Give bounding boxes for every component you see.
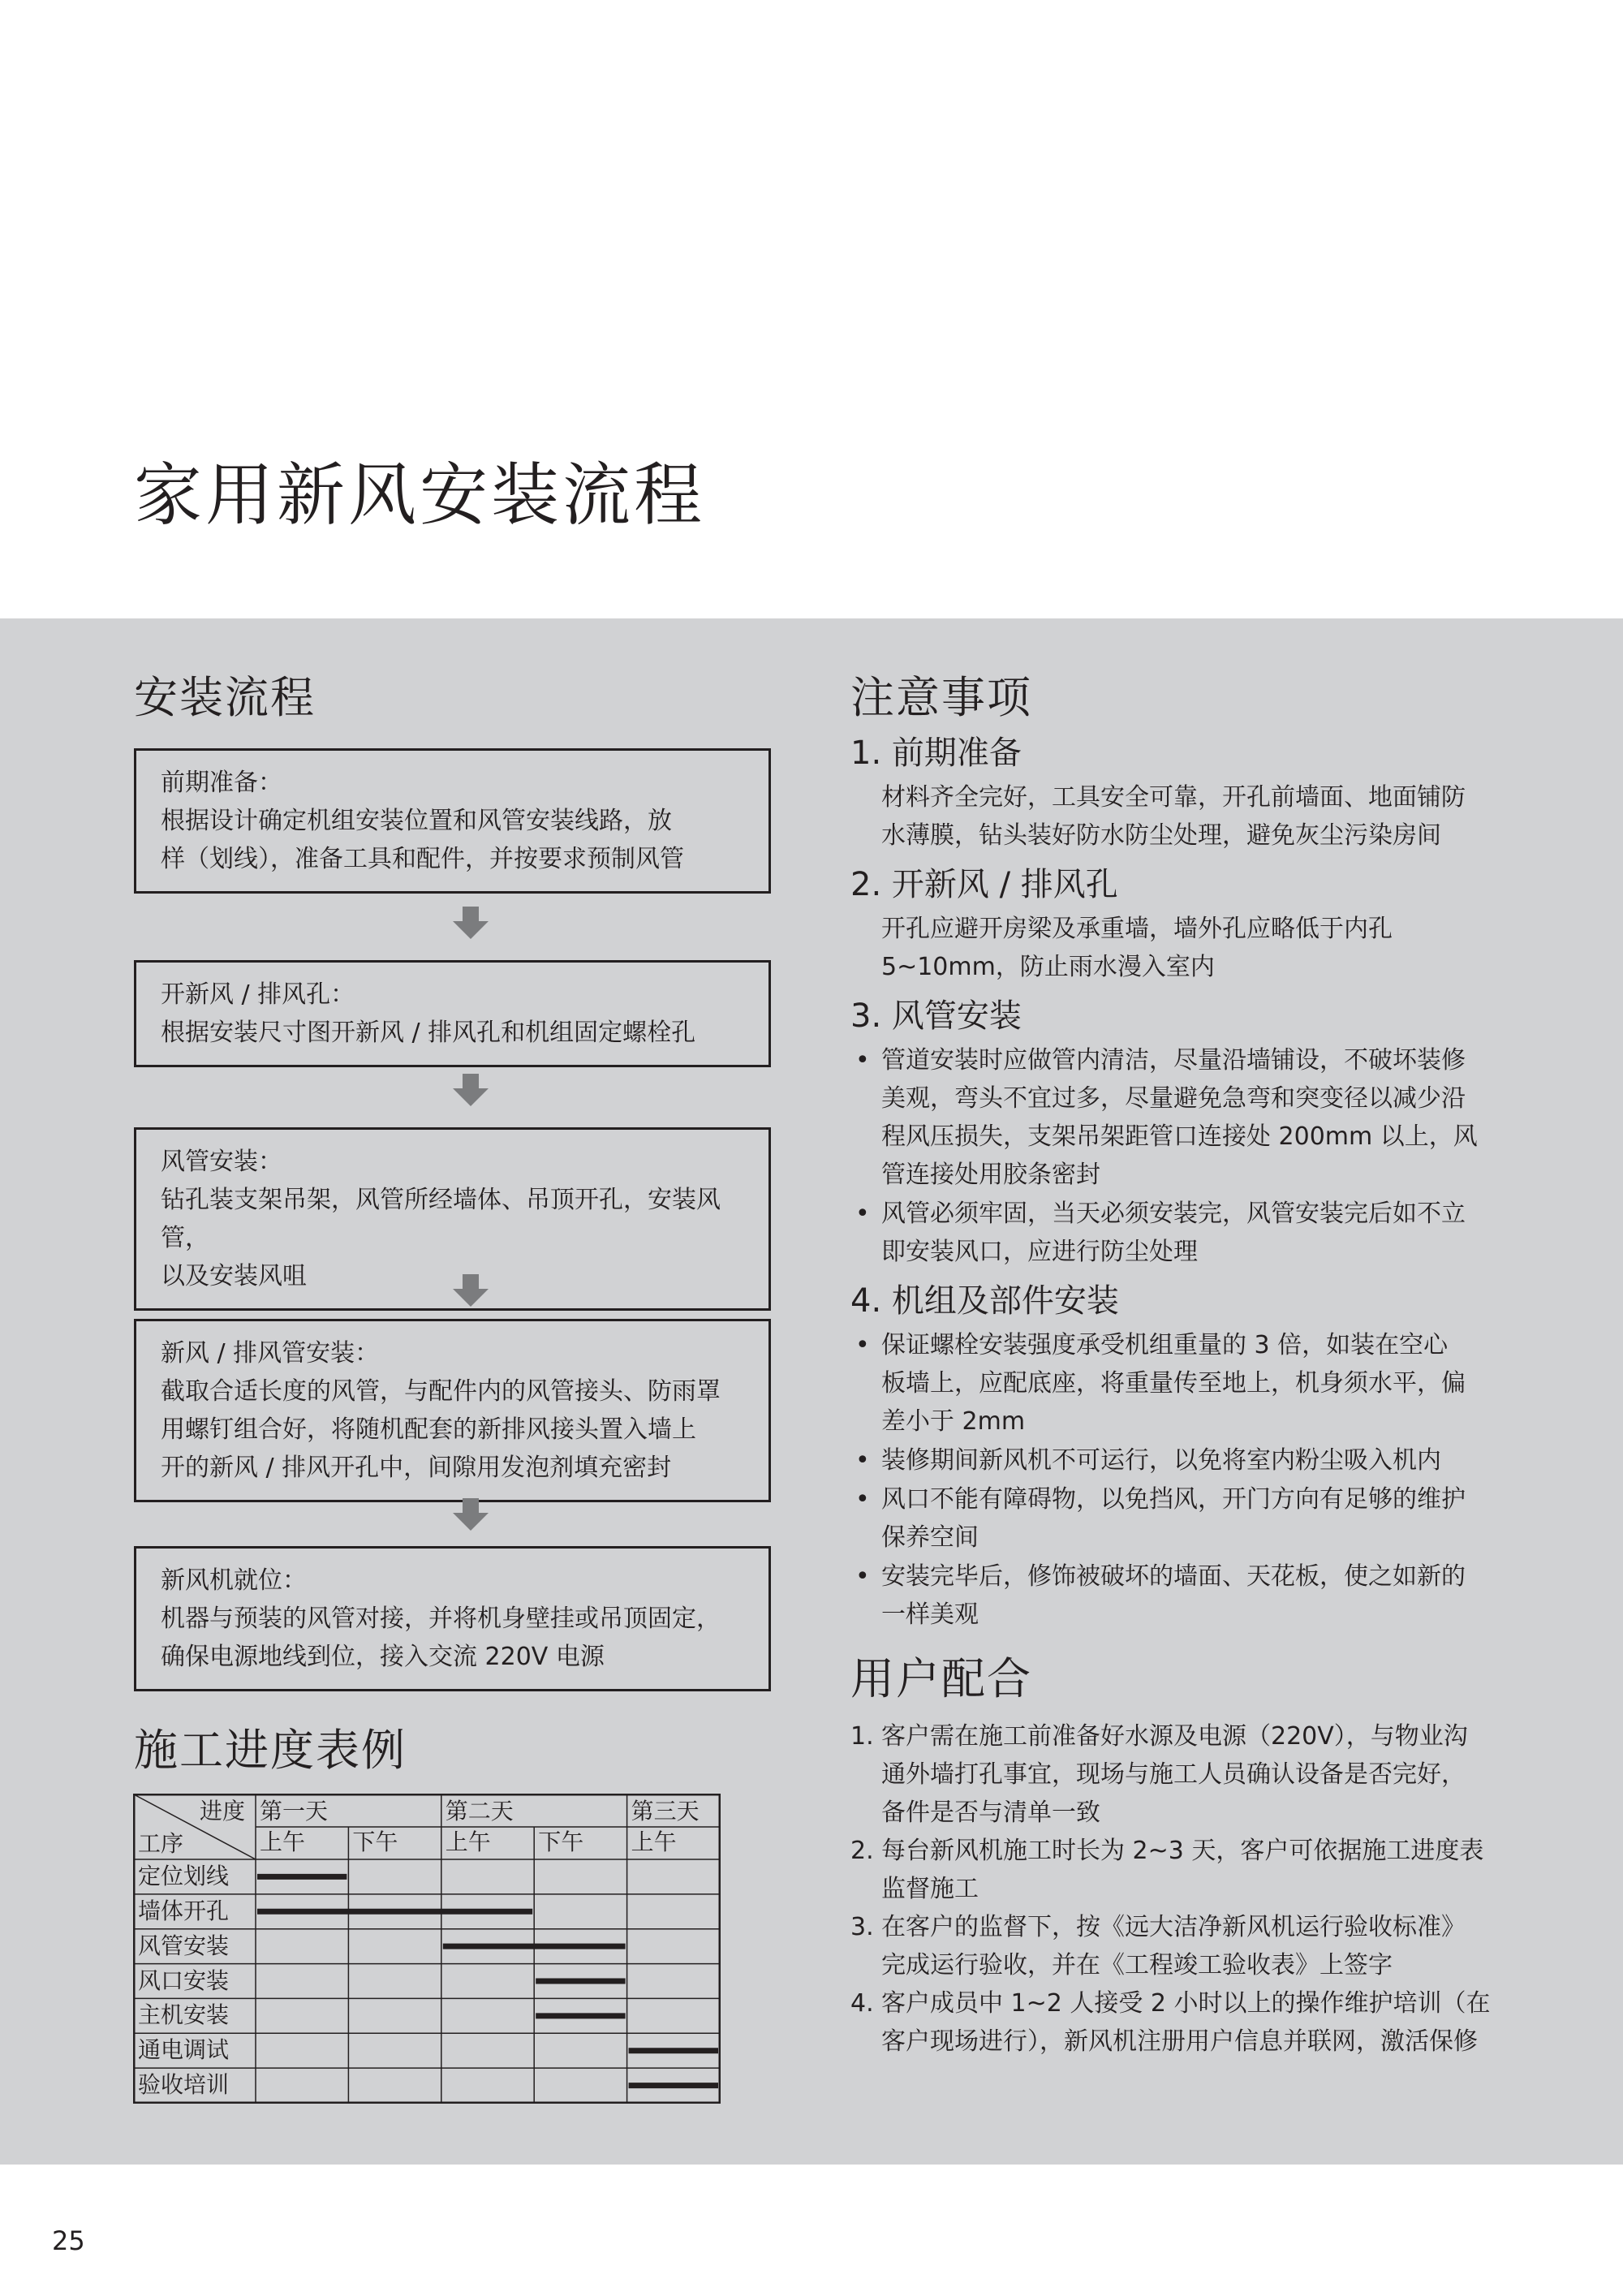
- flow-step-title: 开新风 / 排风孔：: [161, 980, 355, 1009]
- page-title: 家用新风安装流程: [134, 455, 706, 535]
- text-line: 材料齐全完好，工具安全可靠，开孔前墙面、地面铺防: [881, 782, 1466, 812]
- task-name: 主机安装: [138, 2001, 230, 2029]
- text-line: 客户成员中 1~2 人接受 2 小时以上的操作维护培训（在: [881, 1988, 1491, 2018]
- notes-section-title: 1. 前期准备: [850, 734, 1022, 772]
- flow-step-text: 根据设计确定机组安装位置和风管安装线路，放: [161, 807, 672, 835]
- flow-step-title: 风管安装：: [161, 1148, 282, 1176]
- bullet-item: [850, 1441, 1500, 1480]
- text-line: 程风压损失，支架吊架距管口连接处 200mm 以上，风: [881, 1122, 1478, 1151]
- corner-label-process: 工序: [138, 1830, 184, 1857]
- text-line: 即安装风口，应进行防尘处理: [881, 1237, 1198, 1266]
- text-line: 安装完毕后，修饰被破坏的墙面、天花板，使之如新的: [881, 1562, 1466, 1591]
- notes-section-title: 4. 机组及部件安装: [850, 1282, 1119, 1320]
- cooperation-item: [850, 1984, 1500, 2061]
- install-flow-heading: 安装流程: [134, 672, 316, 723]
- flow-step-text: 开的新风 / 排风开孔中，间隙用发泡剂填充密封: [161, 1454, 672, 1482]
- notes-bullet-list: [850, 1326, 1500, 1634]
- flow-step-text: 根据安装尺寸图开新风 / 排风孔和机组固定螺栓孔: [161, 1019, 696, 1047]
- schedule-heading: 施工进度表例: [134, 1725, 407, 1776]
- flow-step-box: [134, 1546, 771, 1691]
- flow-step-text: 确保电源地线到位，接入交流 220V 电源: [161, 1643, 605, 1671]
- bullet-item: [850, 1041, 1500, 1194]
- text-line: 装修期间新风机不可运行，以免将室内粉尘吸入机内: [881, 1445, 1441, 1475]
- text-line: 管道安装时应做管内清洁，尽量沿墙铺设，不破坏装修: [881, 1045, 1466, 1075]
- notes-section-text: [881, 910, 1500, 986]
- flow-step-title: 新风 / 排风管安装：: [161, 1339, 380, 1368]
- text-line: 监督施工: [881, 1874, 979, 1903]
- text-line: 5~10mm，防止雨水漫入室内: [881, 952, 1215, 981]
- notes-section: [850, 1281, 1500, 1634]
- flow-step-text: 以及安装风咀: [161, 1262, 307, 1290]
- flow-step-box: [134, 748, 771, 894]
- page-number: 25: [52, 2225, 85, 2256]
- text-line: 在客户的监督下，按《远大洁净新风机运行验收标准》: [881, 1912, 1466, 1941]
- item-number: 2.: [850, 1836, 874, 1865]
- day-header: 第三天: [631, 1798, 700, 1824]
- bullet-item: [850, 1195, 1500, 1271]
- text-line: 风管必须牢固，当天必须安装完，风管安装完后如不立: [881, 1199, 1466, 1228]
- text-line: 板墙上，应配底座，将重量传至地上，机身须水平，偏: [881, 1368, 1466, 1398]
- bullet-item: [850, 1557, 1500, 1634]
- flow-step-text: 用螺钉组合好，将随机配套的新排风接头置入墙上: [161, 1415, 696, 1444]
- task-name: 定位划线: [138, 1863, 230, 1889]
- flow-step-text: 样（划线），准备工具和配件，并按要求预制风管: [161, 845, 684, 873]
- task-name: 墙体开孔: [138, 1897, 230, 1924]
- notes-bullet-list: [850, 1041, 1500, 1271]
- notes-section: [850, 996, 1500, 1271]
- down-arrow-icon: [453, 1498, 489, 1531]
- text-line: 每台新风机施工时长为 2~3 天，客户可依据施工进度表: [881, 1836, 1484, 1865]
- flow-step-text: 机器与预装的风管对接，并将机身壁挂或吊顶固定，: [161, 1605, 721, 1633]
- task-name: 通电调试: [138, 2036, 230, 2064]
- period-header: 上午: [260, 1829, 306, 1855]
- down-arrow-icon: [453, 1074, 489, 1106]
- text-line: 管连接处用胶条密封: [881, 1160, 1100, 1189]
- bullet-item: [850, 1480, 1500, 1557]
- bullet-item: [850, 1326, 1500, 1441]
- task-name: 风口安装: [138, 1966, 230, 1994]
- period-header: 下午: [352, 1829, 398, 1855]
- text-line: 差小于 2mm: [881, 1406, 1026, 1436]
- flow-step-box: [134, 960, 771, 1067]
- notes-section-title: 3. 风管安装: [850, 997, 1022, 1035]
- text-line: 客户现场进行），新风机注册用户信息并联网，激活保修: [881, 2027, 1478, 2056]
- period-header: 上午: [631, 1829, 677, 1855]
- notes-section: [850, 733, 1500, 855]
- day-header: 第一天: [260, 1798, 329, 1824]
- cooperation-item: [850, 1908, 1500, 1984]
- day-header: 第二天: [445, 1798, 514, 1824]
- text-line: 美观，弯头不宜过多，尽量避免急弯和突变径以减少沿: [881, 1083, 1466, 1113]
- cooperation-item: [850, 1717, 1500, 1832]
- notes-column: [850, 672, 1500, 2061]
- text-line: 保证螺栓安装强度承受机组重量的 3 倍，如装在空心: [881, 1330, 1449, 1359]
- item-number: 4.: [850, 1988, 874, 2018]
- flow-step-title: 新风机就位：: [161, 1566, 307, 1595]
- item-number: 1.: [850, 1721, 874, 1751]
- period-header: 下午: [538, 1829, 584, 1855]
- cooperation-heading: 用户配合: [850, 1652, 1032, 1704]
- flow-step-box: [134, 1319, 771, 1502]
- item-number: 3.: [850, 1912, 874, 1941]
- text-line: 开孔应避开房梁及承重墙，墙外孔应略低于内孔: [881, 914, 1393, 943]
- text-line: 水薄膜，钻头装好防水防尘处理，避免灰尘污染房间: [881, 821, 1441, 850]
- text-line: 客户需在施工前准备好水源及电源（220V），与物业沟: [881, 1721, 1468, 1751]
- schedule-table: [133, 1794, 721, 2104]
- text-line: 通外墙打孔事宜，现场与施工人员确认设备是否完好，: [881, 1760, 1466, 1789]
- period-header: 上午: [445, 1829, 491, 1855]
- notes-section: [850, 864, 1500, 986]
- task-name: 验收培训: [138, 2071, 230, 2099]
- text-line: 风口不能有障碍物，以免挡风，开门方向有足够的维护: [881, 1484, 1466, 1514]
- task-name: 风管安装: [138, 1932, 230, 1959]
- cooperation-list: [850, 1717, 1500, 2061]
- flow-step-text: 钻孔装支架吊架，风管所经墙体、吊顶开孔，安装风管，: [161, 1186, 721, 1252]
- down-arrow-icon: [453, 1274, 489, 1307]
- flow-step-text: 截取合适长度的风管，与配件内的风管接头、防雨罩: [161, 1377, 721, 1406]
- down-arrow-icon: [453, 907, 489, 939]
- notes-section-text: [881, 778, 1500, 855]
- text-line: 保养空间: [881, 1523, 979, 1552]
- text-line: 完成运行验收，并在《工程竣工验收表》上签字: [881, 1950, 1393, 1979]
- text-line: 备件是否与清单一致: [881, 1798, 1100, 1827]
- corner-label-progress: 进度: [200, 1798, 246, 1824]
- cooperation-item: [850, 1832, 1500, 1908]
- flow-step-title: 前期准备：: [161, 769, 282, 797]
- text-line: 一样美观: [881, 1600, 979, 1629]
- notes-section-title: 2. 开新风 / 排风孔: [850, 865, 1118, 903]
- notes-heading: 注意事项: [850, 672, 1032, 723]
